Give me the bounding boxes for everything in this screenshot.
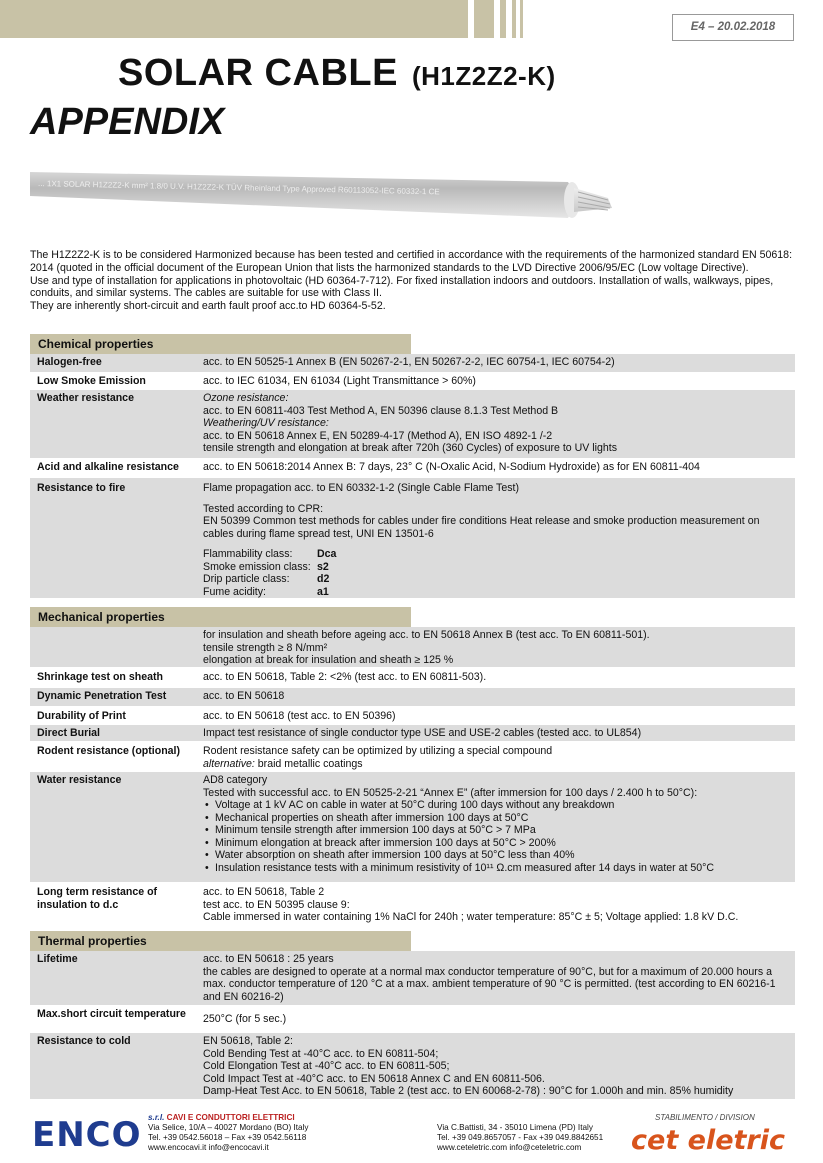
row-value: Impact test resistance of single conductor type USE and USE-2 cables (tested acc. to UL854) xyxy=(203,727,642,739)
value-line: acc. to EN 50618 Annex E, EN 50289-4-17 (Method A), EN ISO 4892-1 /-2 xyxy=(203,429,553,442)
cet-web[interactable]: www.ceteletric.com info@ceteletric.com xyxy=(437,1143,582,1152)
row-value xyxy=(203,886,793,924)
value-line: Cold Bending Test at -40°C acc. to EN 60811-504; xyxy=(203,1047,439,1060)
footer xyxy=(0,1108,823,1163)
title-type: (H1Z2Z2-K) xyxy=(411,61,556,91)
row-weather-resistance xyxy=(30,390,795,458)
row-short-circuit xyxy=(30,1006,795,1032)
row-durability-print xyxy=(30,708,795,724)
document-code: E4 – 20.02.2018 xyxy=(672,14,794,41)
row-value: acc. to EN 50618 (test acc. to EN 50396) xyxy=(203,710,396,722)
list-item: • Minimum tensile strength after immersion 100 days at 50°C > 7 MPa xyxy=(203,824,793,837)
row-direct-burial xyxy=(30,725,795,741)
cet-address: Via C.Battisti, 34 - 35010 Limena (PD) Italy xyxy=(437,1123,593,1132)
cable-image xyxy=(28,160,618,230)
row-mechanical-general xyxy=(30,627,795,667)
value-line: for insulation and sheath before ageing acc. to EN 50618 Annex B (test acc. To EN 60811-501). xyxy=(203,629,650,641)
row-low-smoke xyxy=(30,373,795,389)
row-label: Rodent resistance (optional) xyxy=(37,745,181,757)
value-line: Cable immersed in water containing 1% NaCl for 240h ; water temperature: 85°C ± 5; Voltage applied: 1.8 kV D.C. xyxy=(203,911,739,923)
list-item: • Minimum elongation at breack after immersion 100 days at 50°C > 200% xyxy=(203,837,793,850)
list-item: • Voltage at 1 kV AC on cable in water at 50°C during 100 days without any breakdown xyxy=(203,799,793,812)
row-acid-alkaline xyxy=(30,459,795,477)
value-line: Tested according to CPR: xyxy=(203,502,324,515)
value-line: Flame propagation acc. to EN 60332-1-2 (Single Cable Flame Test) xyxy=(203,482,520,494)
row-halogen-free xyxy=(30,354,795,372)
water-test-list xyxy=(203,799,793,874)
value-line: acc. to EN 50618, Table 2 xyxy=(203,886,325,898)
row-value xyxy=(203,392,793,455)
value-line: Cold Elongation Test at -40°C acc. to EN 60811-505; xyxy=(203,1060,450,1072)
row-long-term-resistance xyxy=(30,884,795,924)
appendix-heading: APPENDIX xyxy=(30,101,225,143)
row-value xyxy=(203,1035,793,1098)
title-main: SOLAR CABLE xyxy=(118,52,398,94)
row-value: acc. to EN 50618 xyxy=(203,690,285,702)
smoke-emission-class: Smoke emission class: s2 xyxy=(203,560,329,573)
value-line: the cables are designed to operate at a normal max conductor temperature of 90°C, but for a maximum of 20.000 hours a max. conductor temperature of 120 °C at a max. ambient temperature of 90 °C is permitted. (test according to EN 60216-1 and EN 60216-2) xyxy=(203,965,776,1003)
intro-paragraph: Use and type of installation for applications in photovoltaic (HD 60364-7-712). For fixed installation indoors and outdoors. Installation of walls, walkways, pipes, conduits, and similar systems. The cables are suitable for use with Class II. xyxy=(30,274,774,300)
fume-acidity: Fume acidity: a1 xyxy=(203,585,329,598)
row-label: Long term resistance of insulation to d.c xyxy=(37,886,158,911)
enco-contact: s.r.l. CAVI E CONDUTTORI ELETTRICI Via Selice, 10/A – 40027 Mordano (BO) Italy Tel. +39 0542.56018 – Fax +39 0542.56118 www.encocavi.it info@encocavi.it xyxy=(148,1113,309,1152)
value-line: acc. to EN 50618 : 25 years xyxy=(203,953,334,965)
intro-text xyxy=(30,249,792,313)
row-value: 250°C (for 5 sec.) xyxy=(203,1013,287,1025)
value-line: Ozone resistance: xyxy=(203,392,289,404)
row-label: Shrinkage test on sheath xyxy=(37,671,163,683)
row-label: Halogen-free xyxy=(37,356,102,368)
row-label: Direct Burial xyxy=(37,727,100,739)
row-resistance-cold xyxy=(30,1033,795,1099)
row-value: acc. to EN 50618, Table 2: <2% (test acc. to EN 60811-503). xyxy=(203,671,487,683)
enco-address: Via Selice, 10/A – 40027 Mordano (BO) Italy xyxy=(148,1123,309,1132)
enco-phone: Tel. +39 0542.56018 – Fax +39 0542.56118 xyxy=(148,1133,307,1142)
header-stripe xyxy=(474,0,494,38)
cet-eletric-logo: cet eletric xyxy=(631,1125,785,1156)
enco-web[interactable]: www.encocavi.it info@encocavi.it xyxy=(148,1143,269,1152)
value-line: elongation at break for insulation and sheath ≥ 125 % xyxy=(203,654,454,666)
row-label: Acid and alkaline resistance xyxy=(37,461,179,473)
value-line: tensile strength ≥ 8 N/mm² xyxy=(203,641,328,654)
value-line: EN 50618, Table 2: xyxy=(203,1035,293,1047)
enco-logo: ENCO xyxy=(32,1115,142,1155)
flammability-class: Flammability class: Dca xyxy=(203,548,337,560)
list-item: • Insulation resistance tests with a minimum resistivity of 10¹¹ Ω.cm measured after 14 days in water at 50°C xyxy=(203,862,793,875)
row-value xyxy=(203,745,793,770)
intro-paragraph: The H1Z2Z2-K is to be considered Harmonized because has been tested and certified in accordance with the requirements of the harmonized standard EN 50618: 2014 (quoted in the official document of the European Union that lists the harmonized standards to the LVD Directive 2006/95/EC (Low voltage Directive). xyxy=(30,249,793,274)
row-label: Max.short circuit temperature xyxy=(37,1008,186,1020)
row-label: Durability of Print xyxy=(37,710,126,722)
header-stripe xyxy=(520,0,523,38)
value-line: acc. to EN 60811-403 Test Method A, EN 50396 clause 8.1.3 Test Method B xyxy=(203,404,559,417)
row-resistance-to-fire xyxy=(30,478,795,598)
row-rodent-resistance xyxy=(30,743,795,771)
list-item: • Mechanical properties on sheath after immersion 100 days at 50°C xyxy=(203,812,793,825)
value-line: test acc. to EN 50395 clause 9: xyxy=(203,898,350,911)
value-line: EN 50399 Common test methods for cables under fire conditions Heat release and smoke production measurement on cables during flame spread test, UNI EN 13501-6 xyxy=(203,515,760,540)
section-header-thermal: Thermal properties xyxy=(30,931,411,951)
list-item: • Water absorption on sheath after immersion 100 days at 50°C less than 40% xyxy=(203,849,793,862)
header-band xyxy=(0,0,468,38)
row-label: Dynamic Penetration Test xyxy=(37,690,167,702)
row-value xyxy=(203,953,793,1003)
row-label: Low Smoke Emission xyxy=(37,375,146,387)
value-line: alternative: braid metallic coatings xyxy=(203,757,363,770)
value-line: tensile strength and elongation at break after 720h (360 Cycles) of exposure to UV lights xyxy=(203,442,617,454)
row-value xyxy=(203,629,793,667)
cet-division-label: STABILIMENTO / DIVISION xyxy=(655,1113,755,1122)
row-value: acc. to EN 50525-1 Annex B (EN 50267-2-1, EN 50267-2-2, IEC 60754-1, IEC 60754-2) xyxy=(203,356,615,368)
row-label: Resistance to cold xyxy=(37,1035,131,1047)
value-line: Weathering/UV resistance: xyxy=(203,417,329,429)
drip-particle-class: Drip particle class: d2 xyxy=(203,573,330,585)
page-title xyxy=(118,52,556,95)
header-stripe xyxy=(500,0,506,38)
value-line: Rodent resistance safety can be optimized by utilizing a special compound xyxy=(203,745,553,757)
row-value: acc. to IEC 61034, EN 61034 (Light Transmittance > 60%) xyxy=(203,375,476,387)
row-label: Resistance to fire xyxy=(37,482,126,494)
cable-print-text: ... 1X1 SOLAR H1Z2Z2-K mm² 1.8/0 U.V. H1Z2Z2-K TÜV Rheinland Type Approved R60113052-IEC 60332-1 CE xyxy=(37,179,440,197)
row-label: Weather resistance xyxy=(37,392,134,404)
intro-paragraph: They are inherently short-circuit and earth fault proof acc.to HD 60364-5-52. xyxy=(30,300,386,313)
row-value xyxy=(203,774,793,874)
row-water-resistance xyxy=(30,772,795,882)
value-line: Cold Impact Test at -40°C acc. to EN 50618 Annex C and EN 60811-506. xyxy=(203,1072,545,1085)
row-value: acc. to EN 50618:2014 Annex B: 7 days, 23° C (N-Oxalic Acid, N-Sodium Hydroxide) as for EN 60811-404 xyxy=(203,461,700,473)
cet-contact xyxy=(437,1123,603,1153)
cet-phone: Tel. +39 049.8657057 - Fax +39 049.8842651 xyxy=(437,1133,604,1142)
row-label: Water resistance xyxy=(37,774,122,786)
section-header-chemical: Chemical properties xyxy=(30,334,411,354)
header-stripe xyxy=(512,0,516,38)
section-header-mechanical: Mechanical properties xyxy=(30,607,411,627)
value-line: AD8 category xyxy=(203,774,268,786)
row-dynamic-penetration xyxy=(30,688,795,706)
row-shrinkage xyxy=(30,669,795,687)
row-label: Lifetime xyxy=(37,953,78,965)
row-value xyxy=(203,482,793,598)
row-lifetime xyxy=(30,951,795,1005)
value-line: Tested with successful acc. to EN 50525-2-21 “Annex E” (after immersion for 100 days / 2.400 h to 50°C): xyxy=(203,786,698,799)
value-line: Damp-Heat Test Acc. to EN 50618, Table 2 (test acc. to EN 60068-2-78) : 90°C for 1.000h and min. 85% humidity xyxy=(203,1085,734,1097)
